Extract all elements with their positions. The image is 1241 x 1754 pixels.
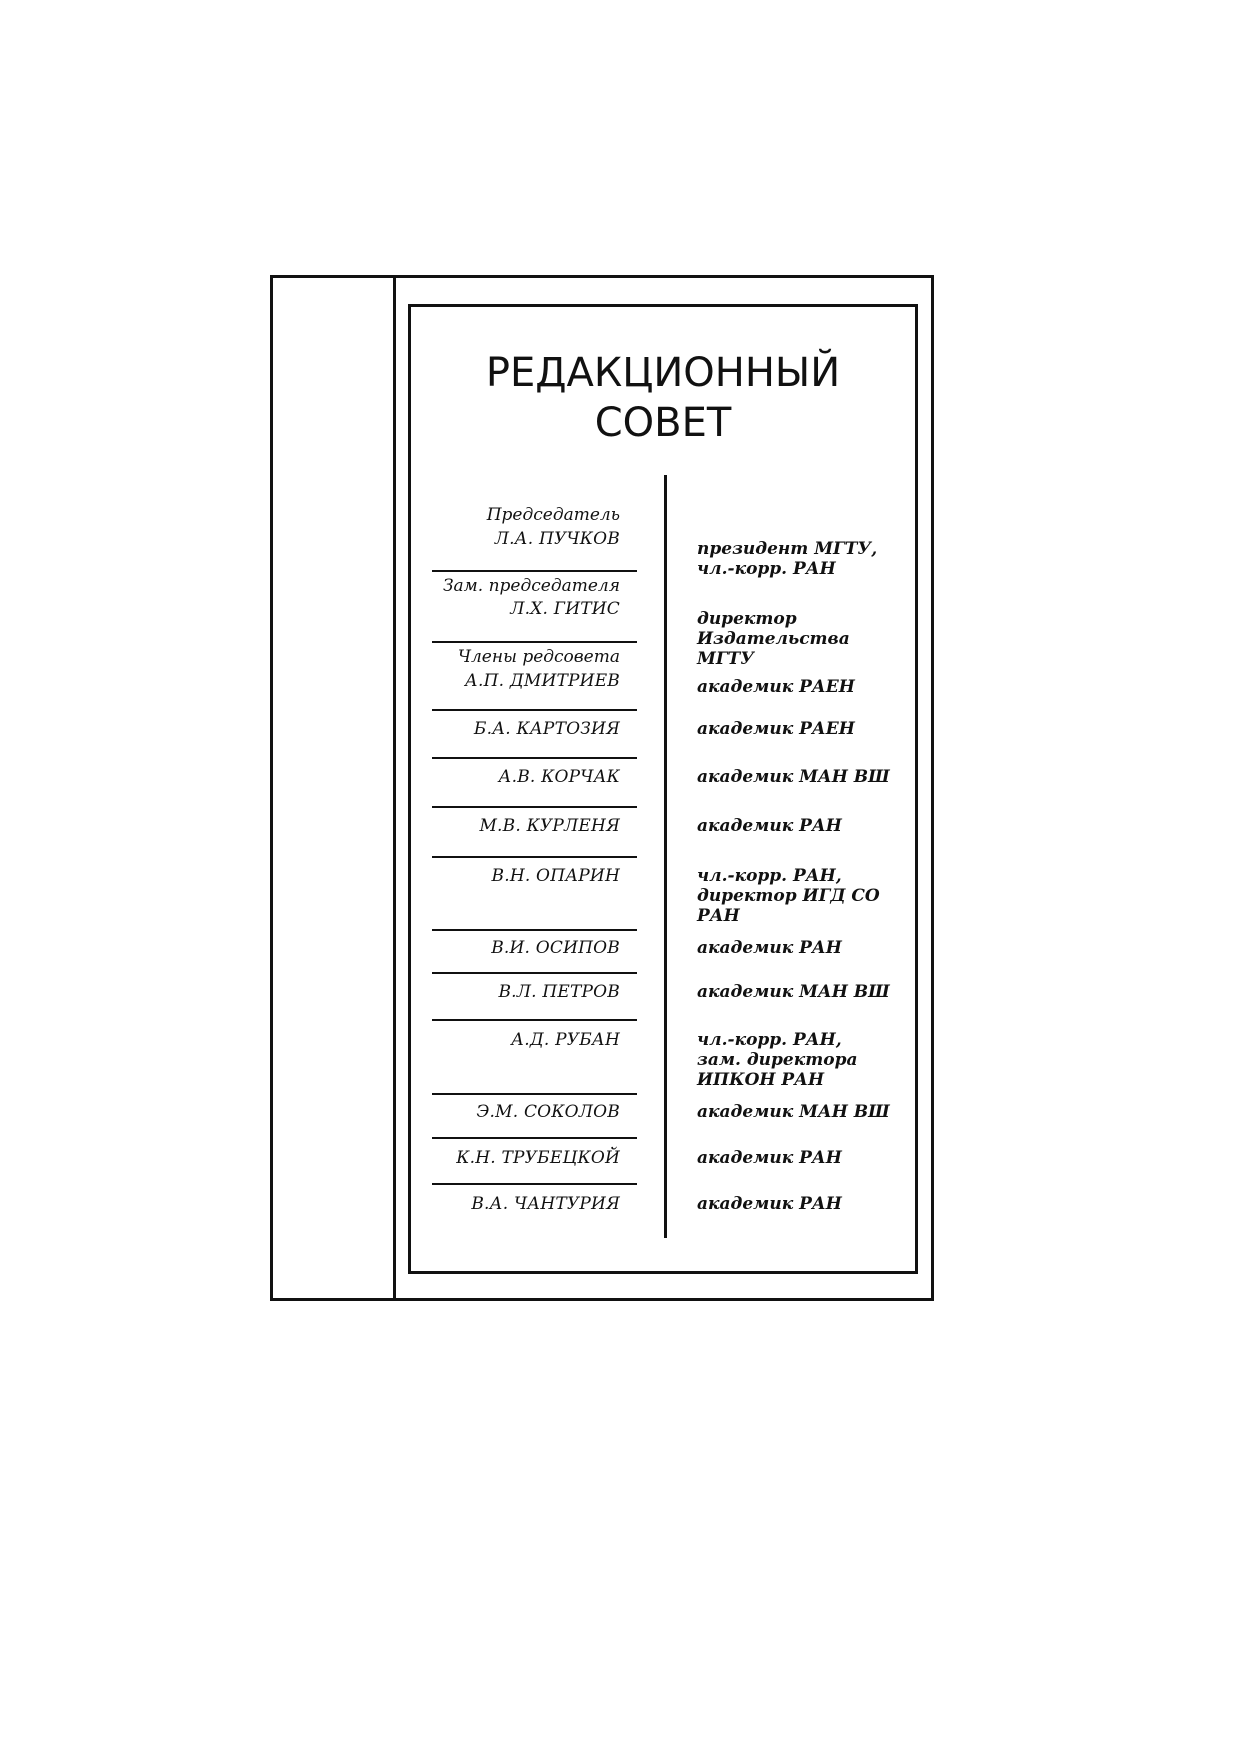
council-member-name: Л.А. ПУЧКОВ [494, 529, 620, 549]
council-member-name: Л.Х. ГИТИС [510, 599, 620, 619]
row-divider [432, 806, 637, 808]
council-member-affiliation: академик РАН [697, 938, 842, 958]
council-member-name: В.Л. ПЕТРОВ [498, 982, 620, 1002]
council-member-name: В.А. ЧАНТУРИЯ [471, 1194, 620, 1214]
council-member-name: В.И. ОСИПОВ [491, 938, 620, 958]
council-role-label: Члены редсовета [457, 647, 620, 667]
council-member-affiliation: академик РАН [697, 1194, 842, 1214]
council-member-name: А.В. КОРЧАК [498, 767, 620, 787]
council-member-affiliation: академик МАН ВШ [697, 1102, 890, 1122]
council-member-affiliation: академик РАЕН [697, 719, 855, 739]
spine-line [393, 275, 396, 1301]
council-member-affiliation: академик РАЕН [697, 677, 855, 697]
council-member-name: Б.А. КАРТОЗИЯ [473, 719, 620, 739]
row-divider [432, 1019, 637, 1021]
council-member-name: В.Н. ОПАРИН [491, 866, 620, 886]
column-divider [664, 475, 667, 1238]
council-member-name: Э.М. СОКОЛОВ [476, 1102, 620, 1122]
council-role-label: Председатель [486, 505, 620, 525]
inner-frame [408, 304, 918, 1274]
council-member-affiliation: академик МАН ВШ [697, 982, 890, 1002]
row-divider [432, 972, 637, 974]
row-divider [432, 1183, 637, 1185]
council-role-label: Зам. председателя [442, 576, 620, 596]
row-divider [432, 709, 637, 711]
council-member-affiliation: академик МАН ВШ [697, 767, 890, 787]
row-divider [432, 929, 637, 931]
council-member-name: А.Д. РУБАН [511, 1030, 620, 1050]
council-member-affiliation: директор Издательства МГТУ [697, 609, 850, 669]
row-divider [432, 757, 637, 759]
council-member-name: М.В. КУРЛЕНЯ [479, 816, 620, 836]
council-member-name: А.П. ДМИТРИЕВ [464, 671, 620, 691]
row-divider [432, 641, 637, 643]
council-member-affiliation: академик РАН [697, 1148, 842, 1168]
row-divider [432, 1137, 637, 1139]
council-member-affiliation: академик РАН [697, 816, 842, 836]
row-divider [432, 1093, 637, 1095]
council-member-affiliation: президент МГТУ, чл.-корр. РАН [697, 539, 878, 579]
page-title-line1: РЕДАКЦИОННЫЙ [485, 350, 841, 396]
council-member-affiliation: чл.-корр. РАН, зам. директора ИПКОН РАН [697, 1030, 858, 1090]
council-member-name: К.Н. ТРУБЕЦКОЙ [456, 1148, 620, 1168]
council-member-affiliation: чл.-корр. РАН, директор ИГД СО РАН [697, 866, 880, 926]
row-divider [432, 570, 637, 572]
page-title-line2: СОВЕТ [594, 400, 732, 446]
row-divider [432, 856, 637, 858]
